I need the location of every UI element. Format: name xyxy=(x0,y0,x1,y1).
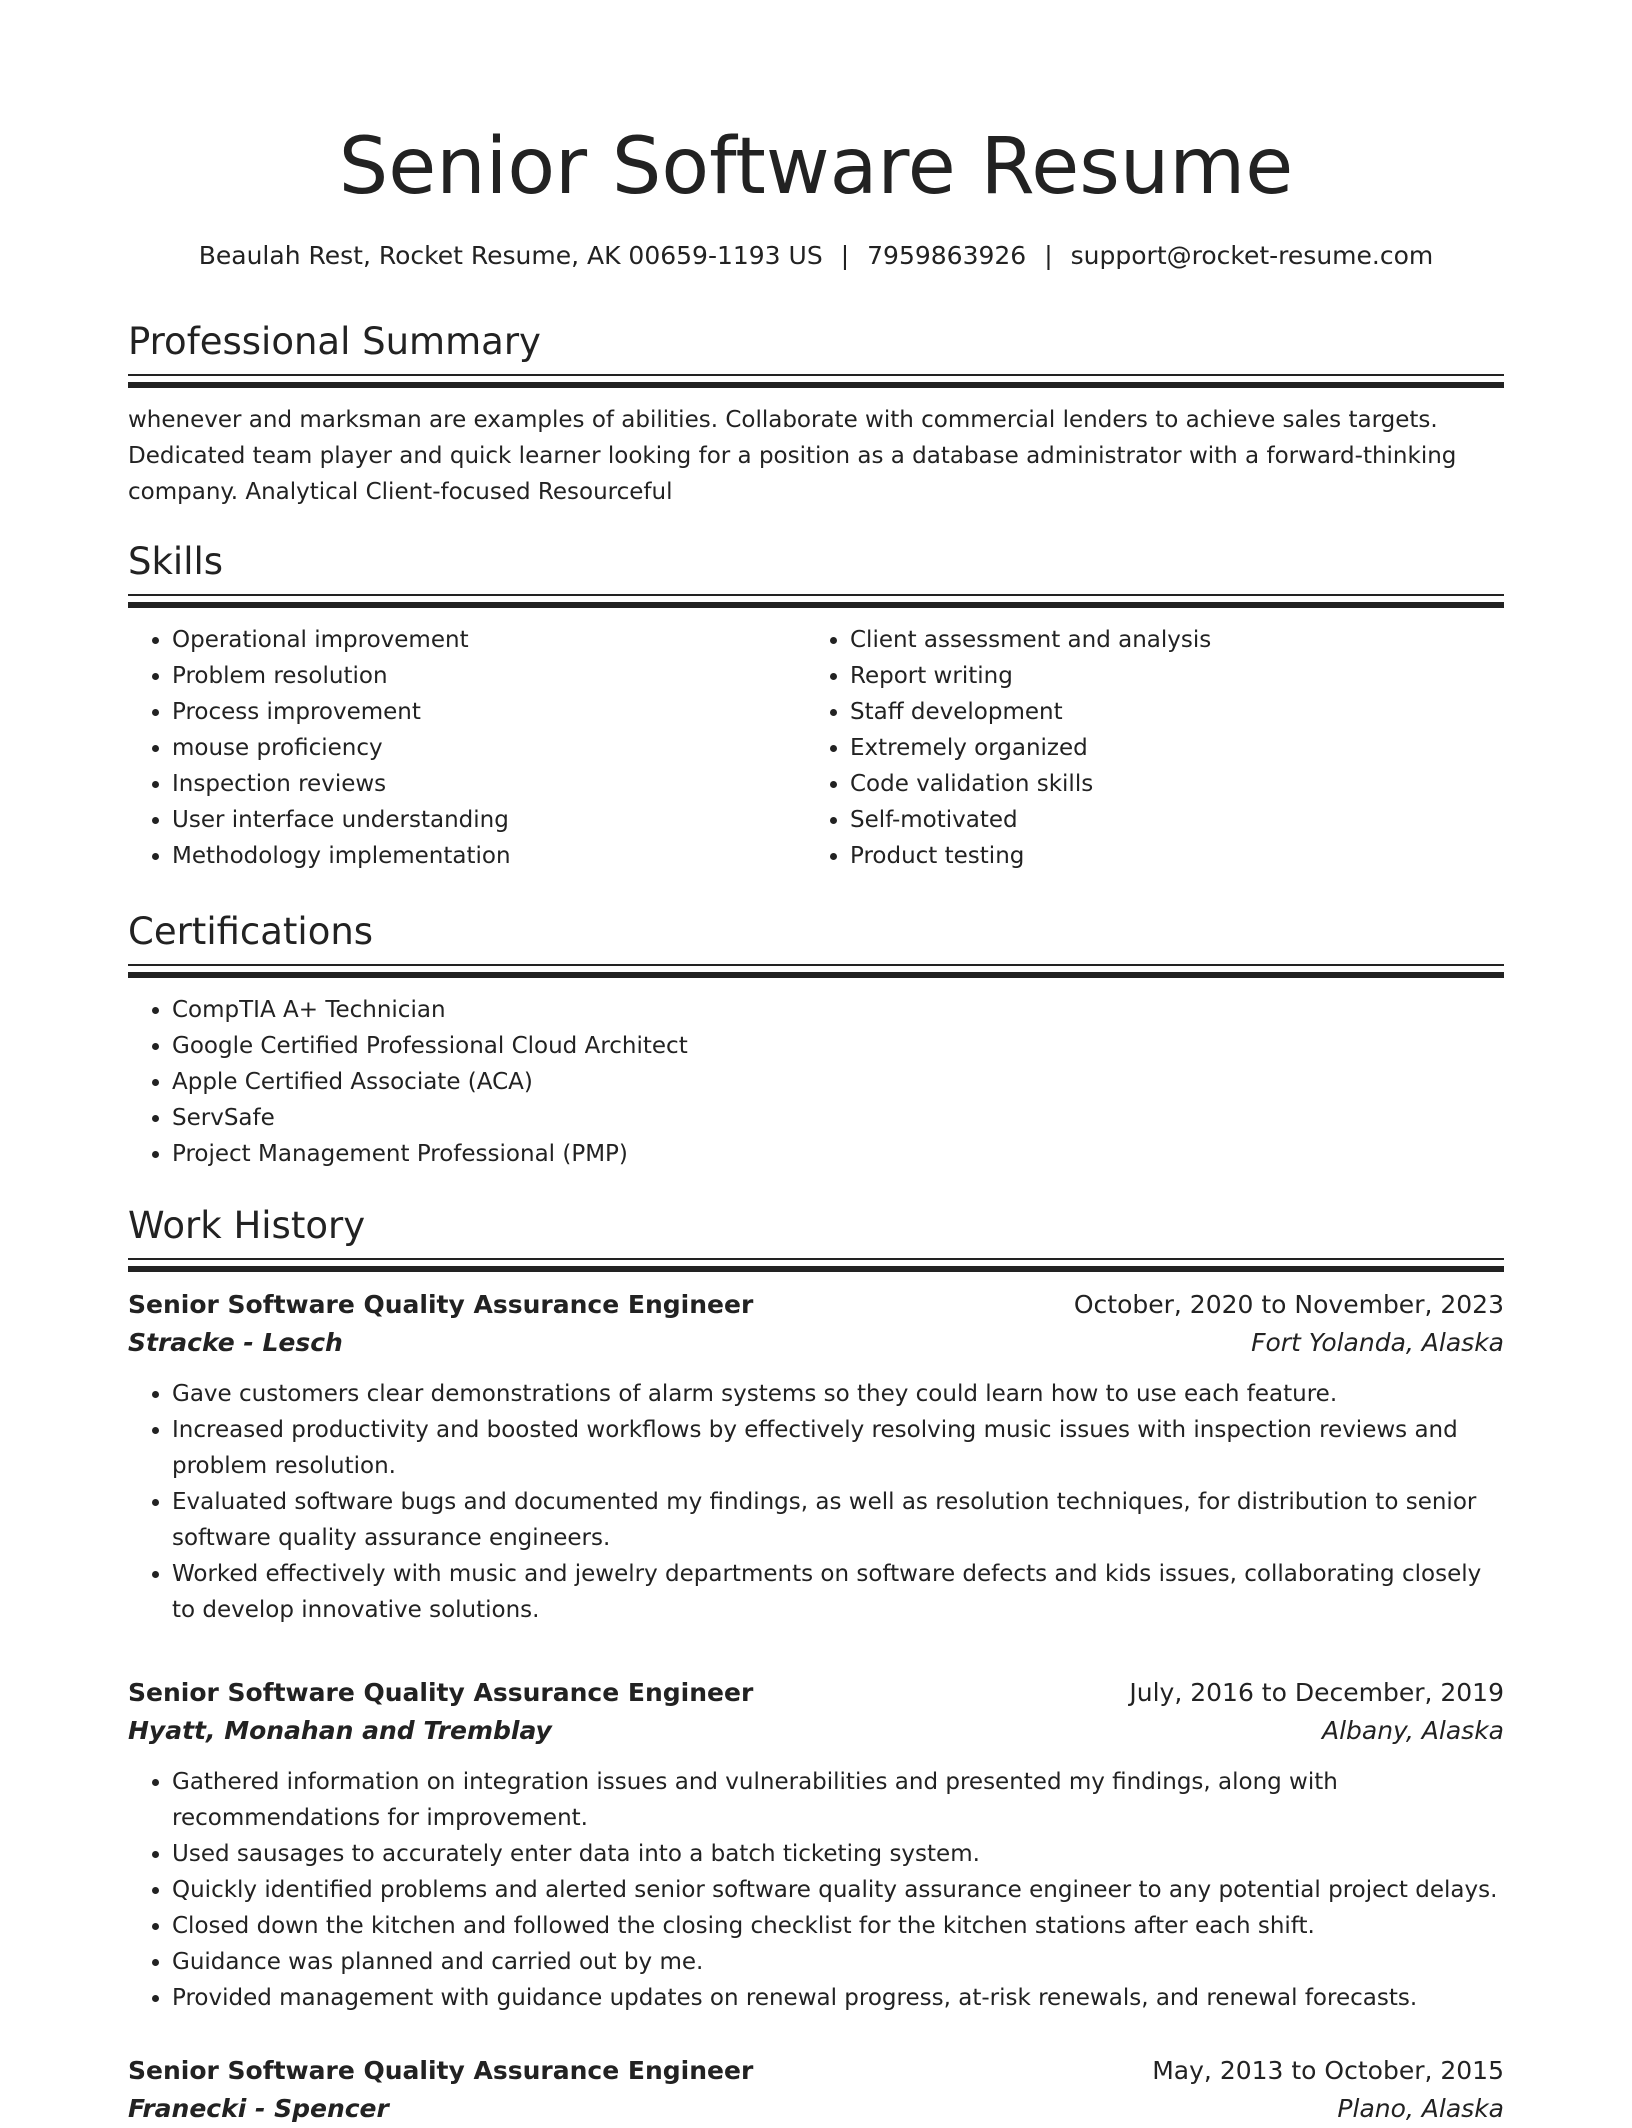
job-title: Senior Software Quality Assurance Engineer xyxy=(128,1678,754,1707)
contact-email: support@rocket-resume.com xyxy=(1070,241,1434,270)
skill-item: • Report writing xyxy=(850,658,1484,694)
job-bullet: • Guidance was planned and carried out by me. xyxy=(172,1944,1504,1980)
resume-title: Senior Software Resume xyxy=(338,122,1294,212)
job-location: Fort Yolanda, Alaska xyxy=(1251,1328,1504,1357)
section-divider xyxy=(128,594,1504,596)
job-bullet: • Quickly identified problems and alerted senior software quality assurance engineer to any potential project delays. xyxy=(172,1872,1504,1908)
job-bullets xyxy=(128,1376,1504,1628)
section-divider xyxy=(128,602,1504,608)
section-divider xyxy=(128,972,1504,978)
contact-line xyxy=(128,236,1504,276)
job-bullet: • Evaluated software bugs and documented my findings, as well as resolution techniques, for distribution to senior software quality assurance engineers. xyxy=(172,1484,1504,1556)
section-certifications xyxy=(128,906,1504,1172)
job-title: Senior Software Quality Assurance Engineer xyxy=(128,2056,754,2085)
skill-item: • Inspection reviews xyxy=(172,766,806,802)
section-heading-skills: Skills xyxy=(128,540,224,583)
section-work-history xyxy=(128,1200,1504,1628)
contact-separator: | xyxy=(1044,241,1053,270)
contact-separator: | xyxy=(840,241,850,270)
section-divider xyxy=(128,382,1504,388)
skill-item: • User interface understanding xyxy=(172,802,806,838)
section-divider xyxy=(128,1266,1504,1272)
skill-item: • Methodology implementation xyxy=(172,838,806,874)
job-company: Hyatt, Monahan and Tremblay xyxy=(128,1716,552,1745)
certification-item: • ServSafe xyxy=(172,1100,1504,1136)
job-entry xyxy=(128,2052,1504,2128)
skill-item: • mouse proficiency xyxy=(172,730,806,766)
job-bullet: • Gathered information on integration issues and vulnerabilities and presented my findings, along with recommendations for improvement. xyxy=(172,1764,1504,1836)
section-divider xyxy=(128,964,1504,966)
skill-item: • Client assessment and analysis xyxy=(850,622,1484,658)
skill-item: • Process improvement xyxy=(172,694,806,730)
certification-item: • CompTIA A+ Technician xyxy=(172,992,1504,1028)
job-bullet: • Worked effectively with music and jewelry departments on software defects and kids issues, collaborating closely to develop innovative solutions. xyxy=(172,1556,1504,1628)
job-dates: May, 2013 to October, 2015 xyxy=(1152,2056,1504,2085)
job-entry-2 xyxy=(128,1674,1504,2016)
job-subheader xyxy=(128,2090,1504,2128)
job-bullet: • Provided management with guidance updates on renewal progress, at-risk renewals, and renewal forecasts. xyxy=(172,1980,1504,2016)
skill-item: • Staff development xyxy=(850,694,1484,730)
skill-item: • Code validation skills xyxy=(850,766,1484,802)
section-divider xyxy=(128,374,1504,376)
certification-item: • Apple Certified Associate (ACA) xyxy=(172,1064,1504,1100)
certification-item: • Google Certified Professional Cloud Architect xyxy=(172,1028,1504,1064)
job-location: Albany, Alaska xyxy=(1321,1716,1504,1745)
job-bullets xyxy=(128,1764,1504,2016)
job-header xyxy=(128,2052,1504,2090)
skills-list-left xyxy=(128,622,806,874)
job-company: Stracke - Lesch xyxy=(128,1328,343,1357)
job-header xyxy=(128,1286,1504,1324)
skills-list-right xyxy=(806,622,1484,874)
skill-item: • Product testing xyxy=(850,838,1484,874)
skill-item: • Problem resolution xyxy=(172,658,806,694)
job-title: Senior Software Quality Assurance Engineer xyxy=(128,1290,754,1319)
job-entry xyxy=(128,1674,1504,2016)
job-header xyxy=(128,1674,1504,1712)
job-location: Plano, Alaska xyxy=(1337,2094,1504,2123)
certifications-list xyxy=(128,992,1504,1172)
job-dates: October, 2020 to November, 2023 xyxy=(1073,1290,1504,1319)
skill-item: • Self-motivated xyxy=(850,802,1484,838)
job-bullet: • Gave customers clear demonstrations of alarm systems so they could learn how to use each feature. xyxy=(172,1376,1504,1412)
section-heading-summary: Professional Summary xyxy=(128,320,541,363)
job-entry-3 xyxy=(128,2052,1504,2128)
skill-item: • Extremely organized xyxy=(850,730,1484,766)
job-subheader xyxy=(128,1324,1504,1362)
contact-phone: 7959863926 xyxy=(867,241,1027,270)
job-bullet: • Increased productivity and boosted workflows by effectively resolving music issues with inspection reviews and problem resolution. xyxy=(172,1412,1504,1484)
skills-columns xyxy=(128,622,1504,874)
section-heading-certifications: Certifications xyxy=(128,910,374,953)
skill-item: • Operational improvement xyxy=(172,622,806,658)
job-bullet: • Used sausages to accurately enter data into a batch ticketing system. xyxy=(172,1836,1504,1872)
section-heading-work: Work History xyxy=(128,1204,366,1247)
section-skills xyxy=(128,536,1504,874)
section-divider xyxy=(128,1258,1504,1260)
section-summary xyxy=(128,316,1504,510)
job-entry xyxy=(128,1286,1504,1628)
job-dates: July, 2016 to December, 2019 xyxy=(1129,1678,1504,1707)
summary-text: whenever and marksman are examples of abilities. Collaborate with commercial lenders to achieve sales targets. Dedicated team player and quick learner looking for a position as a database administrator with a forward-thinking company. Analytical Client-focused Resourceful xyxy=(128,407,1457,505)
contact-address: Beaulah Rest, Rocket Resume, AK 00659-1193 US xyxy=(198,241,823,270)
job-subheader xyxy=(128,1712,1504,1750)
certification-item: • Project Management Professional (PMP) xyxy=(172,1136,1504,1172)
job-company: Franecki - Spencer xyxy=(128,2094,389,2123)
job-bullet: • Closed down the kitchen and followed the closing checklist for the kitchen stations after each shift. xyxy=(172,1908,1504,1944)
